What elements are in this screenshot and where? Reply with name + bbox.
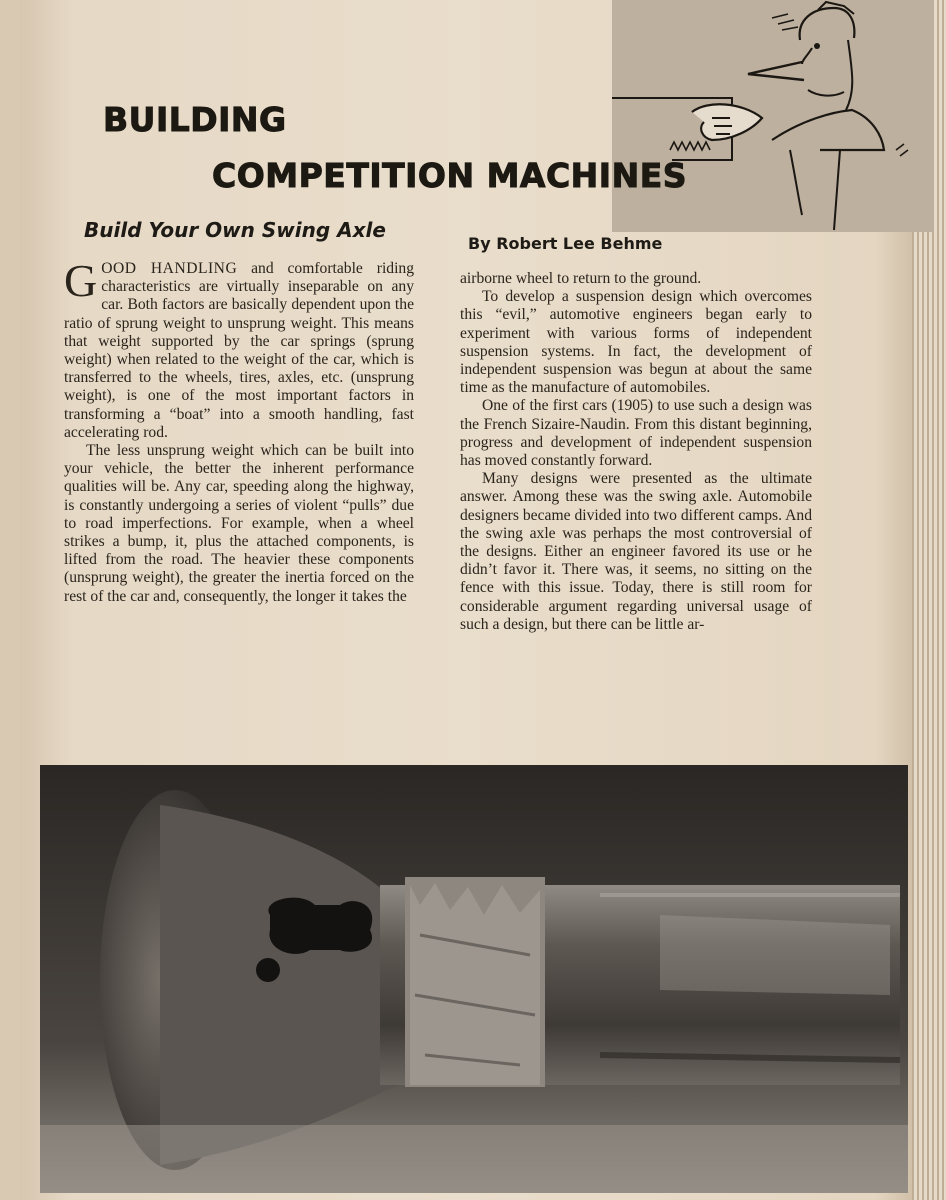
right-paragraph-2: To develop a suspension design which overcomes this “evil,” automotive engineers began early to experiment with various forms of independent suspension systems. In fact, the development of independent suspension was begun at about the same time as the manufacture of automobiles. bbox=[460, 288, 812, 397]
left-column bbox=[64, 255, 414, 606]
left-paragraph-2: The less unsprung weight which can be built into your vehicle, the better the inherent performance qualities will be. Any car, speeding along the highway, is constantly undergoing a series of violent “pulls” due to road imperfections. For example, when a wheel strikes a bump, it, plus the attached components, is lifted from the road. The heavier these components (unsprung weight), the greater the inertia forced on the rest of the car and, consequently, the longer it takes the bbox=[64, 442, 414, 605]
right-column bbox=[460, 270, 812, 634]
right-paragraph-4: Many designs were presented as the ultimate answer. Among these was the swing axle. Automobile designers became divided into two different camps. And the swing axle was perhaps the most controversial of the designs. Either an engineer favored its use or he didn’t favor it. There was, it seems, no sitting on the fence with this issue. Today, there is still room for considerable argument regarding universal usage of such a design, but there can be little ar- bbox=[460, 470, 812, 633]
title-line-1: BUILDING bbox=[103, 100, 287, 139]
lead-caps: OOD HANDLING bbox=[101, 260, 238, 277]
article-subtitle: Build Your Own Swing Axle bbox=[84, 218, 386, 242]
right-paragraph-3: One of the first cars (1905) to use such a design was the French Sizaire-Naudin. From this distant beginning, progress and development of independent suspension has moved constantly forward. bbox=[460, 397, 812, 470]
right-paragraph-1: airborne wheel to return to the ground. bbox=[460, 270, 702, 287]
drop-cap: G bbox=[64, 255, 98, 306]
left-paragraph-1-text: and comfortable riding characteristics are virtually inseparable on any car. Both factors are basically dependent upon the ratio of sprung weight to unsprung weight. This means that weight supported by the car springs (sprung weight) when related to the weight of the car, which is transferred to the wheels, tires, axles, etc. (unsprung weight), is one of the most important factors in transforming a “boat” into a smooth handling, fast accelerating rod. bbox=[64, 260, 414, 441]
cartoon-illustration bbox=[612, 0, 934, 232]
author-byline: By Robert Lee Behme bbox=[468, 234, 663, 253]
left-paragraph-1 bbox=[64, 255, 414, 442]
axle-photo bbox=[40, 765, 908, 1193]
title-line-2: COMPETITION MACHINES bbox=[212, 156, 687, 195]
